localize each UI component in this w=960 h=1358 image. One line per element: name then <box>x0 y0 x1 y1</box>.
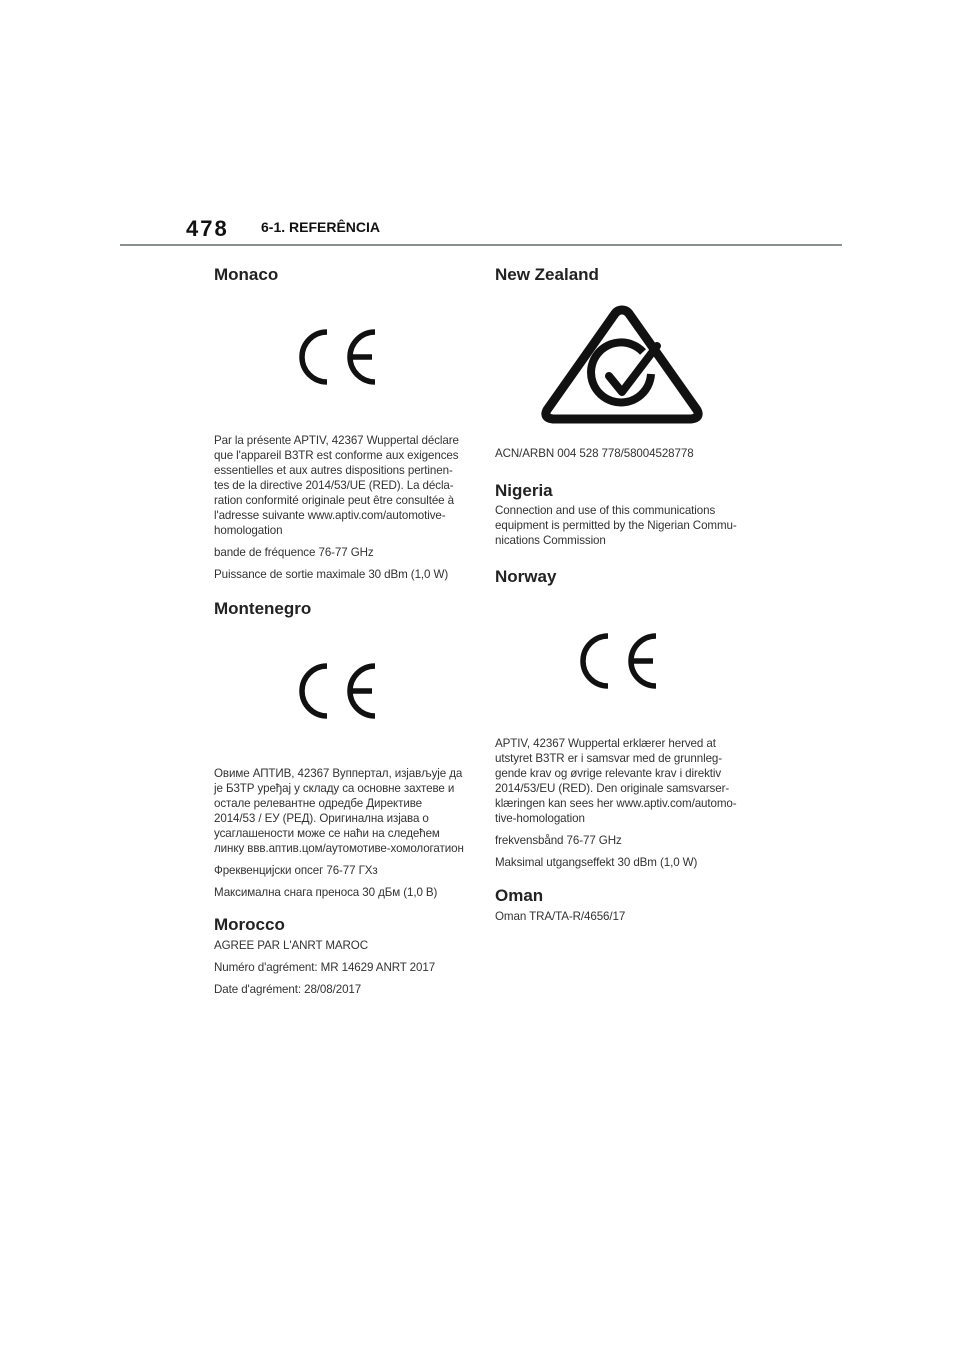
chapter-title: 6-1. REFERÊNCIA <box>261 219 381 235</box>
paragraph: Numéro d'agrément: MR 14629 ANRT 2017 <box>214 961 436 974</box>
page-number: 478 <box>186 216 229 241</box>
ce-mark-icon <box>577 630 659 692</box>
paragraph: Puissance de sortie maximale 30 dBm (1,0 W) <box>214 568 449 581</box>
section-body-nigeria <box>495 503 747 548</box>
section-body-morocco <box>214 938 466 997</box>
section-title-new-zealand: New Zealand <box>495 265 599 284</box>
ce-mark-icon <box>296 660 378 722</box>
section-body-norway <box>495 736 747 870</box>
paragraph: Максимална снага преноса 30 дБм (1,0 В) <box>214 886 438 899</box>
section-title-morocco: Morocco <box>214 915 285 934</box>
header-divider <box>120 244 842 246</box>
paragraph: Par la présente APTIV, 42367 Wuppertal déclare que l'appareil B3TR est conforme aux exigences essentielles et aux autres dispositions pertinen-tes de la directive 2014/53/UE (RED). La décla-ration conformité originale peut être consultée à l'adresse suivante www.aptiv.com/automotive-homologation <box>214 434 459 537</box>
section-body-montenegro <box>214 766 466 900</box>
paragraph: Oman TRA/TA-R/4656/17 <box>495 910 626 923</box>
section-title-oman: Oman <box>495 886 544 905</box>
page-header <box>120 212 842 246</box>
paragraph: Овиме АПТИВ, 42367 Вуппертал, изјављује да је Б3ТР уређај у складу са основне захтеве и остале релевантне одредбе Директиве 2014/53 / ЕУ (РЕД). Оригинална изјава о усаглашености може се наћи на следећем линку ввв.аптив.цом/аутомотиве-хомологатион <box>214 767 464 855</box>
paragraph: APTIV, 42367 Wuppertal erklærer herved at utstyret B3TR er i samsvar med de grunnleg-gende krav og øvrige relevante krav i direktiv 2014/53/EU (RED). Den originale samsvarser-klæringen kan sees her www.aptiv.com/automo-tive-homologation <box>495 737 737 825</box>
paragraph: bande de fréquence 76-77 GHz <box>214 546 374 559</box>
section-title-norway: Norway <box>495 567 557 586</box>
section-title-nigeria: Nigeria <box>495 481 553 500</box>
paragraph: frekvensbånd 76-77 GHz <box>495 834 622 847</box>
section-title-montenegro: Montenegro <box>214 599 312 618</box>
paragraph: ACN/ARBN 004 528 778/58004528778 <box>495 447 694 460</box>
section-body-monaco <box>214 433 466 582</box>
paragraph: Date d'agrément: 28/08/2017 <box>214 983 362 996</box>
section-title-monaco: Monaco <box>214 265 279 284</box>
rcm-mark-icon <box>539 302 705 426</box>
section-body-new-zealand <box>495 446 747 461</box>
paragraph: AGREE PAR L'ANRT MAROC <box>214 939 368 952</box>
paragraph: Connection and use of this communications equipment is permitted by the Nigerian Commu-nications Commission <box>495 504 737 547</box>
paragraph: Фреквенцијски опсег 76-77 ГХз <box>214 864 378 877</box>
section-body-oman <box>495 909 747 924</box>
paragraph: Maksimal utgangseffekt 30 dBm (1,0 W) <box>495 856 698 869</box>
ce-mark-icon <box>296 326 378 388</box>
